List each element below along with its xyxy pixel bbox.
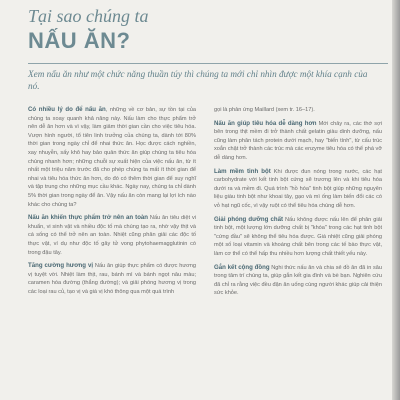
right-p3-body: Nấu không được nấu lên để phân giải tinh bột, một lượng lớn dưỡng chất bị "khóa" trong các hạt tinh bột "cứng đầu" sẽ không thể tiêu hóa được. Giá nhiệt cũng giải phóng một số loại vitamin và khoáng chất bên trong các tế bào thực vật, làm cơ thể có thể hấp thu nhiều hơn lượng chất thiết yếu này. — [214, 216, 382, 257]
left-p2-heading: Nấu ăn khiến thực phẩm trở nên an toàn — [28, 214, 149, 222]
left-p2-body: Nấu ăn tiêu diệt vi khuẩn, vi sinh vật và nhiều độc tố mà chúng tạo ra, nhờ vậy thịt và cá sống có thể trở nên an toàn. Nhiệt cũng phân giải các độc tố thực vật, ví dụ như độc tố gây tử vong phytohaemagglutinin có trong đậu tây. — [28, 215, 196, 256]
left-paragraph-1 — [28, 106, 196, 209]
left-p3-heading: Tăng cường hương vị — [28, 262, 94, 270]
right-paragraph-4 — [214, 264, 382, 298]
left-paragraph-2 — [28, 214, 196, 257]
left-paragraph-3 — [28, 262, 196, 296]
right-p3-heading: Giải phóng dưỡng chất — [214, 215, 283, 223]
right-p1-body: Mới chảy ra, các thớ sợi bên trong thịt mềm đi trở thành chất gelatin giàu dinh dưỡng, nấu cũng làm phân tách protein dưới mạch, hay "biến tính", từ cấu trúc xoắn chặt trở thành các trúc mà các enzyme tiêu hóa có thể phá vỡ dễ dàng hơn. — [214, 120, 382, 161]
right-p4-body: Nghi thức nấu ăn và chia sẻ đồ ăn đã in sâu trong tâm trí chúng ta, giúp gắn kết gia đình và bè bạn. Nghiên cứu đã chỉ ra rằng việc đều đặn ăn uống cùng người khác giúp cải thiện sức khỏe. — [214, 264, 383, 297]
left-column — [28, 106, 196, 301]
title-line-2: NẤU ĂN? — [28, 28, 131, 53]
right-column — [214, 106, 382, 303]
title-divider — [28, 63, 388, 64]
left-p1-heading: Có nhiều lý do để nấu ăn — [28, 106, 106, 113]
right-paragraph-1 — [214, 120, 382, 163]
right-p0-body: gọi là phản ứng Maillard (xem tr. 16–17). — [214, 107, 315, 113]
right-p2-heading: Làm mềm tinh bột — [214, 167, 271, 175]
lead-paragraph: Xem nấu ăn như một chức năng thuần túy thì chúng ta mới chỉ nhìn được một khía cạnh của nó. — [28, 69, 368, 91]
left-p1-body: , những về cơ bản, sự tồn tại của chúng ta xoay quanh khả năng này. Nấu làm cho thực phẩm trở nên dễ ăn hơn và vì vậy, làm giảm thời gian cần cho việc tiêu hóa. Vượn hình người, tổ tiên linh trưởng của chúng ta, dành tới 80% thời gian trong ngày chỉ để nhai thức ăn. Học được cách nghiền, xay nhuyễn, sấy khô hay bảo quản thức ăn giúp chúng ta tiêu hóa chúng nhanh hơn; những chuỗi sự xuất hiện của việc nấu ăn, từ ít nhất một triệu năm trước đã cho phép chúng ta mất ít thời gian để nhai và tiêu hóa thức ăn hơn, do đó có thêm thời gian để suy nghĩ và tập trung cho những mục cầu khác. Ngày nay, chúng ta chỉ dành 5% thời gian trong ngày để ăn. Vậy nấu ăn còn mang lại lợi ích nào khác cho chúng ta? — [28, 107, 196, 208]
right-paragraph-0 — [214, 106, 382, 115]
right-paragraph-3 — [214, 216, 382, 259]
title-line-1: Tại sao chúng ta — [28, 6, 149, 26]
right-p1-heading: Nấu ăn giúp tiêu hóa dễ dàng hơn — [214, 119, 317, 127]
right-p2-body: Khi được đun nóng trong nước, các hạt carbohydrate với kết tinh bột cứng sẽ trương lên và khi tiêu hóa dưới ra và mềm đi. Quá trình "hồ hóa" tinh bột giúp những nguyên liệu giàu tinh bột như khoai tây, gạo và mì ống làm biến đổi các có vỏ hạt ngũ cốc, vì vậy ruột có thể tiêu hóa chúng dễ hơn. — [214, 168, 382, 209]
right-paragraph-2 — [214, 168, 382, 211]
left-p3-body: Nấu ăn giúp thực phẩm có được hương vị tuyệt vời. Nhiệt làm thịt, rau, bánh mì và bánh ngọt nâu màu; caramen hóa đường (thắng đường); và giải phóng hương vị trong các loại rau củ, tạo vị và giá vị khó thông qua một quá trình — [28, 263, 196, 295]
right-p4-heading: Gắn kết cộng đồng — [214, 263, 270, 271]
